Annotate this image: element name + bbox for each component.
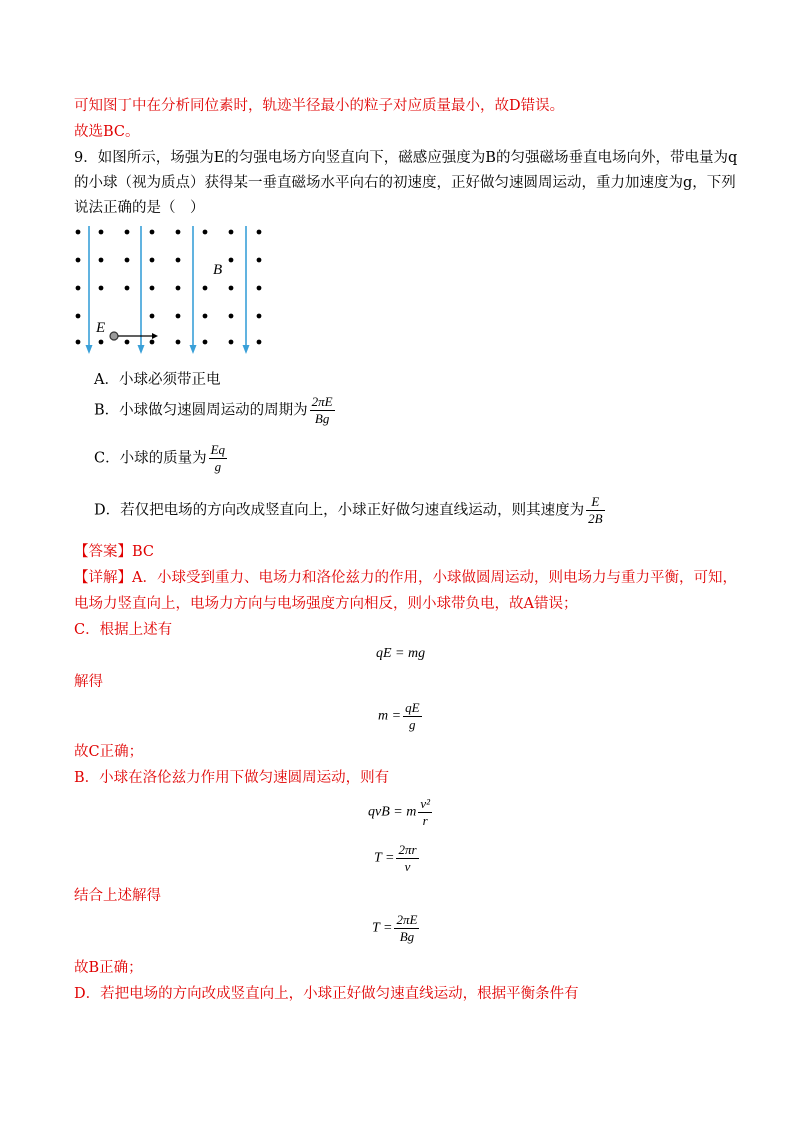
field-dot xyxy=(76,340,81,345)
question-line-2: 的小球（视为质点）获得某一垂直磁场水平向右的初速度，正好做匀速圆周运动，重力加速度为g，下列 xyxy=(74,175,736,191)
answer-detail-1: 【详解】A．小球受到重力、电场力和洛伦兹力的作用，小球做圆周运动，则电场力与重力平衡，可知， xyxy=(74,570,737,586)
option-c-text: C．小球的质量为 xyxy=(94,450,207,467)
field-dot xyxy=(99,230,104,235)
equation-2-left: m = xyxy=(378,708,402,724)
option-c xyxy=(94,442,227,475)
field-dot xyxy=(125,230,130,235)
option-b-den: Bg xyxy=(314,411,330,426)
equation-5-fraction xyxy=(394,912,419,945)
answer-c-correct: 故C正确； xyxy=(74,744,144,760)
field-dot xyxy=(125,258,130,263)
equation-4-den: v xyxy=(404,859,411,874)
equation-4-left: T = xyxy=(374,850,395,866)
field-dot xyxy=(257,230,262,235)
option-d-num: E xyxy=(586,494,604,511)
answer-d-head: D．若把电场的方向改成竖直向上，小球正好做匀速直线运动，根据平衡条件有 xyxy=(74,986,579,1002)
field-dot xyxy=(99,258,104,263)
equation-5 xyxy=(372,912,419,945)
equation-2-den: g xyxy=(409,717,416,732)
option-c-fraction xyxy=(209,442,227,475)
prev-answer-line-2: 故选BC。 xyxy=(74,124,140,140)
field-dot xyxy=(176,314,181,319)
option-c-den: g xyxy=(214,459,222,474)
field-dot xyxy=(203,230,208,235)
field-dot xyxy=(203,340,208,345)
velocity-arrow-head xyxy=(152,333,158,339)
field-dot xyxy=(125,286,130,291)
field-dot xyxy=(203,314,208,319)
field-dot xyxy=(257,314,262,319)
field-dot xyxy=(229,286,234,291)
field-dot xyxy=(150,286,155,291)
field-line-arrowhead xyxy=(138,345,145,354)
equation-4 xyxy=(374,842,419,875)
option-c-num: Eq xyxy=(210,442,226,457)
question-line-3: 说法正确的是（ ） xyxy=(74,200,205,216)
option-d xyxy=(94,494,605,527)
label-e: E xyxy=(96,320,106,336)
equation-3-fraction xyxy=(418,796,432,829)
answer-combine: 结合上述解得 xyxy=(74,888,161,904)
equation-4-fraction xyxy=(396,842,418,875)
option-b-num: 2πE xyxy=(311,394,333,409)
equation-3-num: v² xyxy=(420,796,430,811)
field-dot xyxy=(203,286,208,291)
option-a: A．小球必须带正电 xyxy=(94,372,221,388)
equation-2 xyxy=(378,700,422,733)
field-dot xyxy=(229,340,234,345)
label-b: B xyxy=(213,262,223,278)
equation-5-num: 2πE xyxy=(396,912,418,927)
ball xyxy=(110,332,118,340)
answer-b-head: B．小球在洛伦兹力作用下做匀速圆周运动，则有 xyxy=(74,770,390,786)
field-line-arrowhead xyxy=(243,345,250,354)
answer-detail-2: 电场力竖直向上，电场力方向与电场强度方向相反，则小球带负电，故A错误； xyxy=(74,596,578,612)
field-dot xyxy=(99,286,104,291)
answer-solve: 解得 xyxy=(74,674,103,690)
field-dot xyxy=(99,340,104,345)
field-dot xyxy=(76,314,81,319)
equation-2-num: qE xyxy=(405,700,420,715)
question-line-1: 9．如图所示，场强为E的匀强电场方向竖直向下，磁感应强度为B的匀强磁场垂直电场向外，带电量为q xyxy=(74,150,738,166)
equation-3-left: qvB = m xyxy=(368,804,417,820)
option-b xyxy=(94,394,335,427)
prev-answer-line-1: 可知图丁中在分析同位素时，轨迹半径最小的粒子对应质量最小，故D错误。 xyxy=(74,98,565,114)
answer-b-correct: 故B正确； xyxy=(74,960,143,976)
field-dot xyxy=(229,230,234,235)
field-dot xyxy=(76,230,81,235)
field-dot xyxy=(176,286,181,291)
field-dot xyxy=(125,340,130,345)
answer-c-head: C．根据上述有 xyxy=(74,622,173,638)
field-dot xyxy=(257,258,262,263)
field-dot xyxy=(176,230,181,235)
field-diagram xyxy=(70,222,270,362)
answer-label: 【答案】BC xyxy=(74,544,155,560)
equation-3 xyxy=(368,796,432,829)
equation-2-fraction xyxy=(403,700,421,733)
field-dot xyxy=(257,286,262,291)
option-d-text: D．若仅把电场的方向改成竖直向上，小球正好做匀速直线运动，则其速度为 xyxy=(94,502,585,519)
equation-3-den: r xyxy=(422,813,428,828)
equation-5-left: T = xyxy=(372,920,393,936)
option-b-text: B．小球做匀速圆周运动的周期为 xyxy=(94,402,308,419)
field-dot xyxy=(176,340,181,345)
field-dot xyxy=(229,258,234,263)
field-dot xyxy=(229,314,234,319)
field-dot xyxy=(150,230,155,235)
field-dot xyxy=(150,314,155,319)
field-dot xyxy=(76,286,81,291)
option-b-fraction xyxy=(310,394,335,427)
option-d-fraction xyxy=(586,494,604,527)
equation-4-num: 2πr xyxy=(398,842,417,857)
field-dot xyxy=(176,258,181,263)
equation-5-den: Bg xyxy=(399,929,415,944)
field-dot xyxy=(150,258,155,263)
equation-1: qE = mg xyxy=(376,646,426,661)
field-dot xyxy=(150,340,155,345)
field-dot xyxy=(257,340,262,345)
field-line-arrowhead xyxy=(86,345,93,354)
option-d-den: 2B xyxy=(588,511,603,526)
field-line-arrowhead xyxy=(190,345,197,354)
field-dot xyxy=(76,258,81,263)
